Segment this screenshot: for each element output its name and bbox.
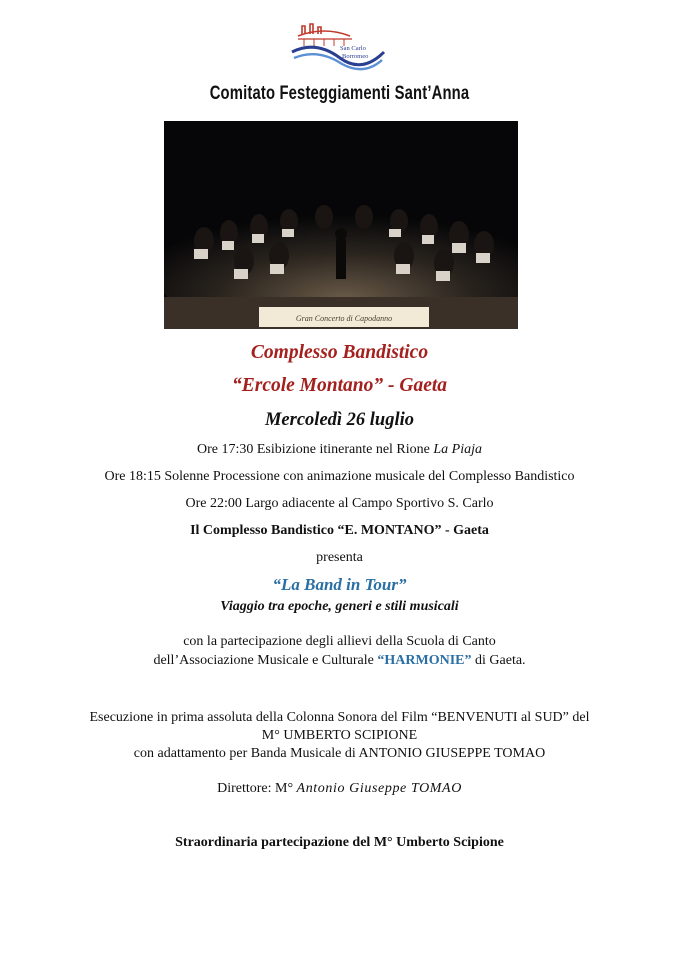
director-name: Antonio Giuseppe TOMAO — [296, 781, 462, 796]
presenta-text: presenta — [316, 550, 363, 565]
director-prefix: Direttore: M° — [217, 781, 297, 796]
logo-text-line1: San Carlo — [340, 45, 366, 52]
band-photo — [164, 121, 518, 329]
show-title: “La Band in Tour” — [272, 575, 407, 594]
harmonie-name: “HARMONIE” — [377, 653, 472, 668]
schedule-item-1 — [0, 442, 679, 458]
show-subtitle: Viaggio tra epoche, generi e stili musicali — [220, 599, 459, 614]
presenter-line: Il Complesso Bandistico “E. MONTANO” - Gaeta — [190, 523, 489, 538]
schedule-item-3: Ore 22:00 Largo adiacente al Campo Sportivo S. Carlo — [185, 496, 494, 511]
premiere-line2: M° UMBERTO SCIPIONE — [261, 728, 418, 743]
participation-line2-suffix: di Gaeta. — [471, 653, 526, 668]
committee-heading: Comitato Festeggiamenti Sant’Anna — [209, 83, 470, 104]
participation-line2-prefix: dell’Associazione Musicale e Culturale — [153, 653, 378, 668]
director-line — [0, 781, 679, 797]
logo-text-line2: Borromeo — [342, 53, 369, 60]
premiere-line1: Esecuzione in prima assoluta della Colonna Sonora del Film “BENVENUTI al SUD” del — [89, 710, 590, 725]
participation-line1: con la partecipazione degli allievi della Scuola di Canto — [183, 634, 496, 649]
premiere-line3: con adattamento per Banda Musicale di ANTONIO GIUSEPPE TOMAO — [133, 746, 546, 761]
schedule-item-1-place: La Piaja — [433, 442, 482, 457]
event-title-line1: Complesso Bandistico — [250, 342, 429, 363]
special-guest-line: Straordinaria partecipazione del M° Umberto Scipione — [175, 835, 504, 850]
schedule-item-1-text: Ore 17:30 Esibizione itinerante nel Rione — [196, 442, 434, 457]
event-date: Mercoledì 26 luglio — [264, 410, 415, 430]
participation-line2 — [0, 653, 679, 669]
event-title-line2: “Ercole Montano” - Gaeta — [231, 375, 448, 396]
schedule-item-2: Ore 18:15 Solenne Processione con animazione musicale del Complesso Bandistico — [104, 469, 575, 484]
photo-banner-text: Gran Concerto di Capodanno — [295, 314, 393, 323]
logo-san-carlo-borromeo — [290, 22, 388, 76]
